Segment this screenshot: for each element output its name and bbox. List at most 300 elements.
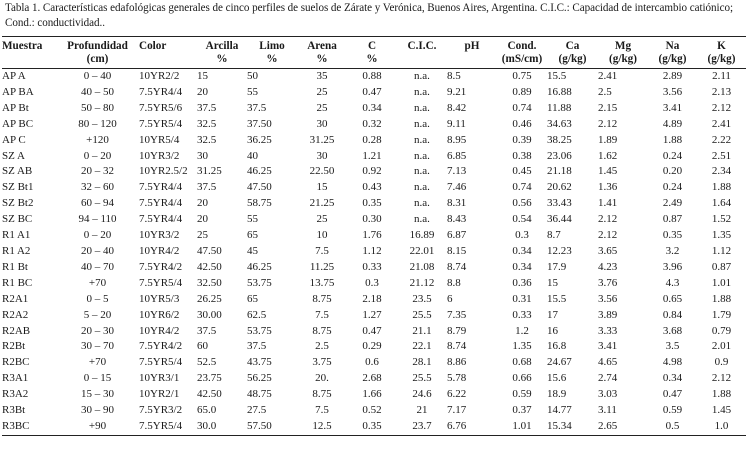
cell-cic: n.a. xyxy=(414,197,430,210)
header-cic xyxy=(397,37,447,69)
cell-limo: 62.5 xyxy=(247,308,267,321)
cell-color: 10YR5/4 xyxy=(139,133,180,146)
cell-color: 10YR3/2 xyxy=(139,229,180,242)
cell-arena: 22.50 xyxy=(309,165,335,178)
cell-potasio: 2.12 xyxy=(711,101,732,114)
cell-limo: 58.75 xyxy=(247,197,272,210)
cell-arena: 25 xyxy=(316,213,328,226)
cell-ph: 5.78 xyxy=(447,372,467,385)
soil-characteristics-table xyxy=(2,36,746,436)
cell-profundidad: 0 – 40 xyxy=(83,70,112,82)
cell-magnesio: 3.41 xyxy=(598,340,618,353)
cell-potasio: 0.79 xyxy=(711,324,732,337)
cell-profundidad: 30 – 90 xyxy=(81,404,114,417)
cell-arena: 21.25 xyxy=(309,197,335,210)
cell-sodio: 2.49 xyxy=(662,197,683,210)
header-arena-label: Arena xyxy=(307,40,337,52)
header-conductividad-label: Cond. xyxy=(507,40,537,52)
cell-potasio: 1.01 xyxy=(711,276,732,289)
cell-arena: 8.75 xyxy=(312,324,332,337)
cell-cic: n.a. xyxy=(414,133,430,146)
cell-potasio: 1.12 xyxy=(711,244,732,257)
cell-sodio: 0.65 xyxy=(662,292,683,305)
cell-color: 7.5YR5/4 xyxy=(139,419,183,432)
cell-potasio: 1.88 xyxy=(711,388,732,401)
cell-muestra: R2A1 xyxy=(2,292,29,305)
cell-carbono: 1.66 xyxy=(362,388,382,401)
cell-potasio: 0.9 xyxy=(714,356,729,369)
cell-carbono: 0.47 xyxy=(362,324,382,337)
cell-conductividad: 0.38 xyxy=(512,149,532,162)
cell-ph: 6.22 xyxy=(447,388,467,401)
header-row xyxy=(2,37,746,69)
table-row xyxy=(2,276,746,292)
cell-cic: 21.1 xyxy=(412,324,432,337)
cell-potasio: 1.0 xyxy=(714,419,729,432)
cell-sodio: 3.41 xyxy=(662,101,683,114)
cell-limo: 57.50 xyxy=(247,419,272,432)
cell-arcilla: 32.50 xyxy=(197,276,222,289)
header-potasio-label: K xyxy=(717,40,726,52)
cell-profundidad: 20 – 32 xyxy=(81,165,114,178)
cell-arena: 25 xyxy=(316,85,328,98)
table-row xyxy=(2,149,746,165)
cell-potasio: 2.13 xyxy=(711,85,732,98)
table-row xyxy=(2,101,746,117)
cell-potasio: 1.45 xyxy=(711,404,732,417)
cell-muestra: SZ A xyxy=(2,149,25,162)
header-potasio-unit: (g/kg) xyxy=(707,53,736,65)
cell-potasio: 0.87 xyxy=(711,260,732,273)
table-row xyxy=(2,164,746,180)
cell-calcio: 16 xyxy=(547,324,558,337)
header-calcio-unit: (g/kg) xyxy=(558,53,587,65)
cell-arcilla: 37.5 xyxy=(197,101,217,114)
cell-muestra: R1 A2 xyxy=(2,244,31,257)
cell-conductividad: 0.74 xyxy=(512,101,532,114)
cell-carbono: 0.32 xyxy=(362,117,382,130)
cell-sodio: 0.5 xyxy=(665,419,680,432)
cell-profundidad: 60 – 94 xyxy=(81,197,114,210)
cell-cic: n.a. xyxy=(414,85,430,98)
cell-profundidad: 20 – 30 xyxy=(81,324,114,337)
cell-arcilla: 37.5 xyxy=(197,181,217,194)
cell-color: 10YR5/3 xyxy=(139,292,180,305)
header-profundidad xyxy=(56,37,139,69)
cell-limo: 53.75 xyxy=(247,276,272,289)
cell-magnesio: 3.76 xyxy=(598,276,618,289)
cell-conductividad: 0.75 xyxy=(512,70,532,82)
header-limo-unit: % xyxy=(266,53,278,65)
cell-calcio: 21.18 xyxy=(547,165,572,178)
cell-sodio: 3.68 xyxy=(662,324,683,337)
cell-conductividad: 0.39 xyxy=(512,133,532,146)
header-magnesio-unit: (g/kg) xyxy=(609,53,637,65)
cell-conductividad: 0.59 xyxy=(512,388,532,401)
cell-sodio: 4.3 xyxy=(665,276,680,289)
cell-arena: 31.25 xyxy=(309,133,335,146)
cell-arcilla: 32.5 xyxy=(197,117,217,130)
cell-cic: 22.01 xyxy=(409,244,435,257)
table-row xyxy=(2,212,746,228)
cell-arena: 35 xyxy=(316,70,328,82)
table-row xyxy=(2,339,746,355)
cell-profundidad: 0 – 15 xyxy=(83,372,112,385)
cell-cic: 25.5 xyxy=(412,372,432,385)
cell-arcilla: 23.75 xyxy=(197,372,222,385)
cell-cic: 22.1 xyxy=(412,340,432,353)
cell-arena: 3.75 xyxy=(312,356,332,369)
cell-color: 10YR4/2 xyxy=(139,244,180,257)
cell-carbono: 1.21 xyxy=(362,149,382,162)
cell-calcio: 15.5 xyxy=(547,70,567,82)
cell-arena: 30 xyxy=(316,149,328,162)
cell-color: 7.5YR5/4 xyxy=(139,356,183,369)
header-magnesio xyxy=(598,37,648,69)
cell-arena: 2.5 xyxy=(315,340,329,353)
cell-muestra: R1 A1 xyxy=(2,229,31,242)
cell-ph: 7.13 xyxy=(447,165,467,178)
cell-ph: 7.17 xyxy=(447,404,467,417)
cell-ph: 8.15 xyxy=(447,244,467,257)
cell-arcilla: 15 xyxy=(197,70,208,82)
cell-calcio: 17.9 xyxy=(547,260,567,273)
cell-profundidad: 32 – 60 xyxy=(81,181,114,194)
cell-profundidad: 0 – 5 xyxy=(86,292,109,305)
header-conductividad xyxy=(497,37,547,69)
cell-magnesio: 3.56 xyxy=(598,292,618,305)
cell-arcilla: 25 xyxy=(197,229,208,242)
cell-limo: 40 xyxy=(247,149,258,162)
cell-sodio: 1.88 xyxy=(662,133,683,146)
cell-color: 10YR2/1 xyxy=(139,388,180,401)
cell-muestra: R1 Bt xyxy=(2,260,28,273)
cell-potasio: 1.88 xyxy=(711,181,732,194)
cell-cic: 21.08 xyxy=(409,260,435,273)
cell-carbono: 1.76 xyxy=(362,229,382,242)
cell-arcilla: 20 xyxy=(197,197,208,210)
cell-magnesio: 3.65 xyxy=(598,244,618,257)
cell-color: 10YR2/2 xyxy=(139,70,180,82)
cell-calcio: 33.43 xyxy=(547,197,572,210)
cell-conductividad: 0.36 xyxy=(512,276,532,289)
header-profundidad-unit: (cm) xyxy=(86,53,109,65)
header-carbono-label: C xyxy=(367,40,377,52)
cell-magnesio: 3.11 xyxy=(598,404,617,417)
cell-arena: 7.5 xyxy=(315,404,329,417)
cell-carbono: 1.27 xyxy=(362,308,382,321)
table-row xyxy=(2,387,746,403)
cell-sodio: 0.34 xyxy=(662,372,683,385)
cell-arena: 15 xyxy=(316,181,328,194)
cell-carbono: 0.34 xyxy=(362,101,382,114)
cell-cic: n.a. xyxy=(414,117,430,130)
table-row xyxy=(2,85,746,101)
cell-conductividad: 0.37 xyxy=(512,404,532,417)
cell-color: 7.5YR4/4 xyxy=(139,213,183,226)
cell-carbono: 0.88 xyxy=(362,70,382,82)
cell-ph: 8.5 xyxy=(447,70,461,82)
cell-arcilla: 30 xyxy=(197,149,208,162)
header-sodio-unit: (g/kg) xyxy=(658,53,687,65)
cell-ph: 7.46 xyxy=(447,181,467,194)
cell-calcio: 36.44 xyxy=(547,213,572,226)
cell-calcio: 23.06 xyxy=(547,149,572,162)
cell-arcilla: 42.50 xyxy=(197,388,222,401)
table-row xyxy=(2,196,746,212)
cell-cic: 28.1 xyxy=(412,356,432,369)
table-body xyxy=(2,69,746,436)
header-muestra-label: Muestra xyxy=(2,40,43,52)
cell-limo: 53.75 xyxy=(247,324,272,337)
cell-potasio: 1.52 xyxy=(711,213,732,226)
cell-ph: 8.42 xyxy=(447,101,467,114)
cell-cic: 24.6 xyxy=(412,388,432,401)
header-calcio-label: Ca xyxy=(565,40,580,52)
cell-ph: 8.74 xyxy=(447,260,467,273)
table-row xyxy=(2,371,746,387)
cell-conductividad: 0.3 xyxy=(515,229,529,242)
cell-sodio: 2.89 xyxy=(662,70,683,82)
header-color xyxy=(139,37,197,69)
cell-profundidad: +70 xyxy=(88,356,107,369)
cell-arcilla: 42.50 xyxy=(197,260,222,273)
cell-calcio: 11.88 xyxy=(547,101,572,114)
cell-conductividad: 0.34 xyxy=(512,244,532,257)
cell-ph: 9.11 xyxy=(447,117,466,130)
cell-arena: 12.5 xyxy=(312,419,332,432)
cell-limo: 45 xyxy=(247,244,258,257)
cell-muestra: SZ BC xyxy=(2,213,33,226)
cell-muestra: R2AB xyxy=(2,324,31,337)
cell-calcio: 8.7 xyxy=(547,229,561,242)
cell-profundidad: 30 – 70 xyxy=(81,340,114,353)
cell-profundidad: 50 – 80 xyxy=(81,101,114,114)
cell-cic: n.a. xyxy=(414,101,430,114)
cell-color: 10YR6/2 xyxy=(139,308,180,321)
cell-calcio: 24.67 xyxy=(547,356,572,369)
cell-carbono: 0.29 xyxy=(362,340,382,353)
table-row xyxy=(2,180,746,196)
table-row xyxy=(2,228,746,244)
cell-magnesio: 2.12 xyxy=(598,117,618,130)
cell-calcio: 15.5 xyxy=(547,292,567,305)
cell-calcio: 15 xyxy=(547,276,558,289)
cell-carbono: 0.28 xyxy=(362,133,382,146)
cell-arcilla: 20 xyxy=(197,85,208,98)
cell-carbono: 1.12 xyxy=(362,244,382,257)
cell-potasio: 1.64 xyxy=(711,197,732,210)
cell-potasio: 2.22 xyxy=(711,133,732,146)
cell-arcilla: 31.25 xyxy=(197,165,222,178)
cell-arcilla: 26.25 xyxy=(197,292,222,305)
cell-magnesio: 4.65 xyxy=(598,356,618,369)
cell-sodio: 3.96 xyxy=(662,260,683,273)
cell-arcilla: 52.5 xyxy=(197,356,217,369)
cell-profundidad: 40 – 50 xyxy=(81,85,114,98)
cell-muestra: AP Bt xyxy=(2,101,29,114)
cell-arcilla: 47.50 xyxy=(197,244,222,257)
cell-ph: 6.76 xyxy=(447,419,467,432)
cell-calcio: 14.77 xyxy=(547,404,572,417)
cell-color: 10YR3/2 xyxy=(139,149,180,162)
cell-arcilla: 37.5 xyxy=(197,324,217,337)
cell-carbono: 0.52 xyxy=(362,404,382,417)
cell-calcio: 34.63 xyxy=(547,117,572,130)
cell-carbono: 0.3 xyxy=(365,276,379,289)
cell-calcio: 17 xyxy=(547,308,558,321)
cell-potasio: 2.01 xyxy=(711,340,732,353)
cell-profundidad: 94 – 110 xyxy=(78,213,117,226)
cell-potasio: 1.88 xyxy=(711,292,732,305)
table-row xyxy=(2,403,746,419)
cell-carbono: 0.47 xyxy=(362,85,382,98)
header-limo xyxy=(247,37,297,69)
table-row xyxy=(2,292,746,308)
table-row xyxy=(2,117,746,133)
cell-conductividad: 1.01 xyxy=(512,419,532,432)
cell-potasio: 2.12 xyxy=(711,372,732,385)
cell-magnesio: 1.41 xyxy=(598,197,618,210)
cell-muestra: R3A2 xyxy=(2,388,29,401)
cell-limo: 37.5 xyxy=(247,340,267,353)
cell-arena: 7.5 xyxy=(315,308,329,321)
header-limo-label: Limo xyxy=(259,40,285,52)
cell-arcilla: 32.5 xyxy=(197,133,217,146)
table-row xyxy=(2,308,746,324)
header-magnesio-label: Mg xyxy=(614,40,632,52)
cell-muestra: R3Bt xyxy=(2,404,26,417)
cell-arena: 13.75 xyxy=(309,276,335,289)
cell-muestra: AP C xyxy=(2,133,26,146)
cell-magnesio: 1.36 xyxy=(598,181,618,194)
cell-magnesio: 2.74 xyxy=(598,372,618,385)
cell-magnesio: 2.65 xyxy=(598,419,618,432)
cell-arena: 20. xyxy=(315,372,329,385)
cell-potasio: 2.41 xyxy=(711,117,732,130)
header-carbono xyxy=(347,37,397,69)
cell-magnesio: 3.89 xyxy=(598,308,618,321)
cell-ph: 6 xyxy=(447,292,453,305)
cell-conductividad: 1.2 xyxy=(515,324,529,337)
cell-potasio: 1.35 xyxy=(711,229,732,242)
cell-conductividad: 0.33 xyxy=(512,308,532,321)
cell-carbono: 0.6 xyxy=(365,356,379,369)
cell-arcilla: 60 xyxy=(197,340,208,353)
cell-ph: 8.31 xyxy=(447,197,467,210)
cell-ph: 8.79 xyxy=(447,324,467,337)
cell-muestra: SZ Bt1 xyxy=(2,181,34,194)
cell-limo: 55 xyxy=(247,85,258,98)
table-header xyxy=(2,37,746,69)
cell-limo: 65 xyxy=(247,292,258,305)
cell-ph: 8.95 xyxy=(447,133,467,146)
cell-conductividad: 0.31 xyxy=(512,292,532,305)
header-sodio xyxy=(648,37,697,69)
cell-profundidad: 0 – 20 xyxy=(83,229,112,242)
cell-arena: 8.75 xyxy=(312,292,332,305)
cell-muestra: R2A2 xyxy=(2,308,29,321)
cell-color: 7.5YR4/2 xyxy=(139,340,183,353)
cell-cic: 21 xyxy=(416,404,428,417)
header-ph xyxy=(447,37,497,69)
cell-ph: 8.8 xyxy=(447,276,461,289)
cell-conductividad: 0.74 xyxy=(512,181,532,194)
table-row xyxy=(2,324,746,340)
cell-calcio: 15.34 xyxy=(547,419,572,432)
cell-ph: 9.21 xyxy=(447,85,467,98)
cell-profundidad: 40 – 70 xyxy=(81,260,114,273)
cell-cic: n.a. xyxy=(414,70,430,82)
header-arena-unit: % xyxy=(316,53,328,65)
cell-color: 7.5YR4/4 xyxy=(139,181,183,194)
cell-magnesio: 2.12 xyxy=(598,213,618,226)
cell-limo: 27.5 xyxy=(247,404,267,417)
header-potasio xyxy=(697,37,746,69)
cell-ph: 6.85 xyxy=(447,149,467,162)
cell-muestra: R3BC xyxy=(2,419,30,432)
cell-arcilla: 65.0 xyxy=(197,404,217,417)
cell-cic: n.a. xyxy=(414,149,430,162)
cell-conductividad: 0.34 xyxy=(512,260,532,273)
cell-magnesio: 3.03 xyxy=(598,388,618,401)
cell-arcilla: 20 xyxy=(197,213,208,226)
header-arcilla-unit: % xyxy=(216,53,228,65)
cell-profundidad: 15 – 30 xyxy=(81,388,114,401)
cell-color: 7.5YR5/4 xyxy=(139,117,183,130)
header-calcio xyxy=(547,37,598,69)
cell-profundidad: 0 – 20 xyxy=(83,149,112,162)
cell-ph: 8.74 xyxy=(447,340,467,353)
cell-conductividad: 0.89 xyxy=(512,85,532,98)
cell-limo: 46.25 xyxy=(247,165,272,178)
header-carbono-unit: % xyxy=(366,53,378,65)
cell-calcio: 16.88 xyxy=(547,85,572,98)
header-arcilla xyxy=(197,37,247,69)
cell-sodio: 0.59 xyxy=(662,404,683,417)
cell-limo: 43.75 xyxy=(247,356,272,369)
cell-magnesio: 1.89 xyxy=(598,133,618,146)
cell-limo: 36.25 xyxy=(247,133,272,146)
cell-carbono: 0.35 xyxy=(362,197,382,210)
cell-arena: 10 xyxy=(316,229,328,242)
cell-limo: 46.25 xyxy=(247,260,272,273)
cell-sodio: 0.20 xyxy=(662,165,683,178)
cell-magnesio: 2.12 xyxy=(598,229,618,242)
cell-muestra: R2Bt xyxy=(2,340,26,353)
cell-potasio: 1.79 xyxy=(711,308,732,321)
cell-sodio: 0.24 xyxy=(662,181,683,194)
cell-ph: 8.43 xyxy=(447,213,467,226)
cell-ph: 8.86 xyxy=(447,356,467,369)
header-muestra xyxy=(2,37,56,69)
cell-cic: 23.7 xyxy=(412,419,432,432)
cell-color: 10YR4/2 xyxy=(139,324,180,337)
cell-color: 7.5YR4/4 xyxy=(139,197,183,210)
table-row xyxy=(2,355,746,371)
cell-color: 10YR3/1 xyxy=(139,372,180,385)
cell-calcio: 18.9 xyxy=(547,388,567,401)
cell-calcio: 20.62 xyxy=(547,181,572,194)
cell-carbono: 0.33 xyxy=(362,260,382,273)
cell-magnesio: 2.15 xyxy=(598,101,618,114)
cell-muestra: AP BC xyxy=(2,117,34,130)
cell-cic: n.a. xyxy=(414,213,430,226)
cell-potasio: 2.34 xyxy=(711,165,732,178)
cell-sodio: 3.2 xyxy=(665,244,680,257)
cell-calcio: 38.25 xyxy=(547,133,572,146)
cell-profundidad: 5 – 20 xyxy=(83,308,112,321)
